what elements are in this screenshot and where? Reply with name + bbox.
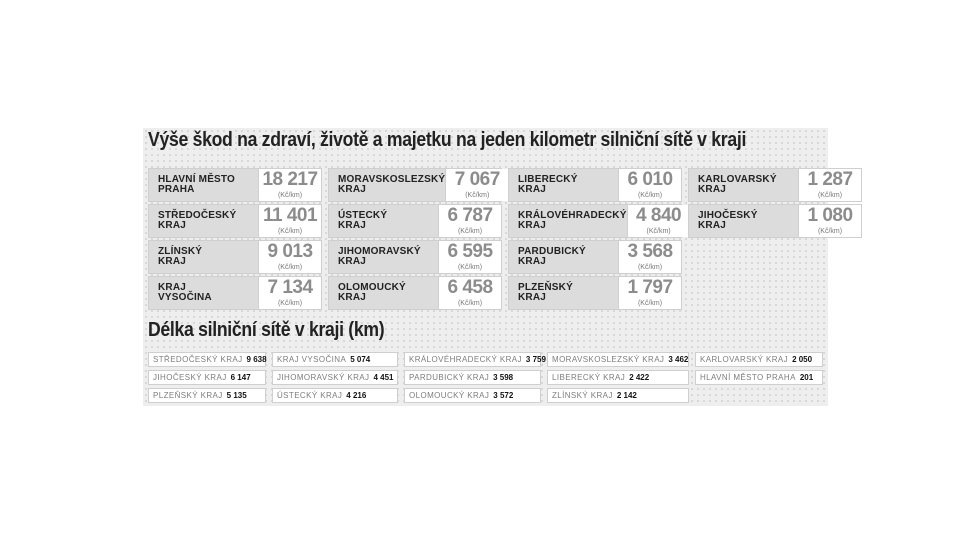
road-length-cell	[148, 388, 266, 403]
damage-value: 7 067	[454, 168, 500, 190]
damage-value-box	[438, 241, 501, 273]
damage-value: 9 013	[267, 240, 313, 262]
damage-cell	[148, 168, 322, 202]
region-name: PARDUBICKÝ KRAJ	[509, 241, 618, 273]
damage-value-box	[258, 205, 321, 237]
damage-value-box	[258, 241, 321, 273]
road-length-cell	[547, 370, 689, 385]
region-name: PLZEŇSKÝ KRAJ	[509, 277, 618, 309]
damage-value-box	[438, 205, 501, 237]
region-name: LIBERECKÝ KRAJ	[509, 169, 618, 201]
damage-value: 6 787	[447, 204, 493, 226]
damage-value-box	[618, 241, 681, 273]
damage-value: 1 797	[627, 276, 673, 298]
region-name: KRÁLOVÉHRADECKÝ KRAJ	[509, 205, 627, 237]
region-name: PLZEŇSKÝ KRAJ	[153, 391, 223, 400]
road-length-cell	[404, 370, 541, 385]
region-name: OLOMOUCKÝ KRAJ	[409, 391, 490, 400]
region-name: JIHOČESKÝ KRAJ	[153, 373, 227, 382]
damage-per-km-table	[148, 168, 862, 310]
region-name: LIBERECKÝ KRAJ	[552, 373, 626, 382]
damage-cell	[148, 240, 322, 274]
damage-cell	[148, 204, 322, 238]
damage-cell	[508, 204, 682, 238]
region-name: OLOMOUCKÝ KRAJ	[329, 277, 438, 309]
damage-value-box	[258, 169, 321, 201]
road-length-cell	[547, 352, 689, 367]
damage-unit: (Kč/km)	[457, 227, 483, 235]
damage-value-box	[438, 277, 501, 309]
damage-value-box	[445, 169, 508, 201]
damage-cell	[688, 168, 862, 202]
road-length-table-title: Délka silniční sítě v kraji (km)	[148, 318, 385, 341]
damage-unit: (Kč/km)	[817, 191, 843, 199]
region-name: HLAVNÍ MĚSTO PRAHA	[149, 169, 258, 201]
damage-value: 3 568	[627, 240, 673, 262]
damage-unit: (Kč/km)	[457, 263, 483, 271]
damage-value-box	[798, 205, 861, 237]
region-name: JIHOMORAVSKÝ KRAJ	[329, 241, 438, 273]
damage-cell	[328, 276, 502, 310]
damage-value: 7 134	[267, 276, 313, 298]
damage-value: 6 595	[447, 240, 493, 262]
damage-value: 18 217	[262, 168, 318, 190]
damage-unit: (Kč/km)	[637, 299, 663, 307]
damage-unit: (Kč/km)	[277, 299, 303, 307]
damage-unit: (Kč/km)	[457, 299, 483, 307]
damage-unit: (Kč/km)	[277, 227, 303, 235]
road-length-cell	[695, 352, 823, 367]
road-length-value: 201	[799, 373, 814, 382]
road-length-cell	[404, 388, 541, 403]
road-length-value: 2 422	[629, 373, 650, 382]
road-length-value: 5 074	[350, 355, 371, 364]
road-length-cell	[404, 352, 546, 367]
region-name: ZLÍNSKÝ KRAJ	[149, 241, 258, 273]
road-length-value: 4 451	[373, 373, 394, 382]
damage-unit: (Kč/km)	[277, 191, 303, 199]
damage-unit: (Kč/km)	[637, 263, 663, 271]
road-length-value: 2 050	[792, 355, 813, 364]
damage-value: 4 840	[636, 204, 682, 226]
region-name: JIHOMORAVSKÝ KRAJ	[277, 373, 370, 382]
damage-value-box	[627, 205, 690, 237]
damage-unit: (Kč/km)	[646, 227, 671, 235]
damage-value: 11 401	[262, 204, 318, 226]
damage-value-box	[798, 169, 861, 201]
damage-cell	[148, 276, 322, 310]
damage-table-title: Výše škod na zdraví, životě a majetku na jeden kilometr silniční sítě v kraji	[148, 128, 747, 151]
region-name: STŘEDOČESKÝ KRAJ	[149, 205, 258, 237]
damage-value-box	[258, 277, 321, 309]
damage-value: 1 080	[807, 204, 853, 226]
region-name: MORAVSKOSLEZSKÝ KRAJ	[552, 355, 665, 364]
region-name: HLAVNÍ MĚSTO PRAHA	[700, 373, 796, 382]
road-length-cell	[148, 370, 266, 385]
road-length-cell	[695, 370, 823, 385]
damage-unit: (Kč/km)	[637, 191, 663, 199]
road-length-table	[148, 352, 823, 403]
damage-cell	[328, 204, 502, 238]
road-length-cell	[547, 388, 689, 403]
damage-cell	[328, 168, 502, 202]
road-length-value: 2 142	[616, 391, 637, 400]
road-length-cell	[272, 352, 398, 367]
road-length-value: 3 462	[668, 355, 689, 364]
region-name: STŘEDOČESKÝ KRAJ	[153, 355, 243, 364]
region-name: ÚSTECKÝ KRAJ	[277, 391, 343, 400]
damage-cell	[688, 204, 862, 238]
region-name: MORAVSKOSLEZSKÝ KRAJ	[329, 169, 445, 201]
region-name: KARLOVARSKÝ KRAJ	[700, 355, 789, 364]
region-name: KRAJ VYSOČINA	[277, 355, 347, 364]
road-length-value: 5 135	[226, 391, 247, 400]
road-length-value: 3 572	[493, 391, 514, 400]
damage-value-box	[618, 277, 681, 309]
road-length-value: 3 759	[525, 355, 546, 364]
damage-value: 6 458	[447, 276, 493, 298]
road-length-value: 6 147	[230, 373, 251, 382]
damage-value-box	[618, 169, 681, 201]
region-name: KRAJ VYSOČINA	[149, 277, 258, 309]
damage-unit: (Kč/km)	[817, 227, 843, 235]
damage-value: 6 010	[627, 168, 673, 190]
region-name: PARDUBICKÝ KRAJ	[409, 373, 490, 382]
region-name: KRÁLOVÉHRADECKÝ KRAJ	[409, 355, 522, 364]
damage-cell	[328, 240, 502, 274]
road-length-value: 4 216	[346, 391, 367, 400]
region-name: JIHOČESKÝ KRAJ	[689, 205, 798, 237]
region-name: KARLOVARSKÝ KRAJ	[689, 169, 798, 201]
damage-cell	[508, 240, 682, 274]
road-length-value: 3 598	[493, 373, 514, 382]
road-length-value: 9 638	[246, 355, 267, 364]
damage-cell	[508, 276, 682, 310]
damage-unit: (Kč/km)	[277, 263, 303, 271]
damage-cell	[508, 168, 682, 202]
region-name: ÚSTECKÝ KRAJ	[329, 205, 438, 237]
damage-value: 1 287	[807, 168, 853, 190]
road-length-cell	[148, 352, 266, 367]
region-name: ZLÍNSKÝ KRAJ	[552, 391, 613, 400]
road-length-cell	[272, 388, 398, 403]
damage-unit: (Kč/km)	[465, 191, 490, 199]
road-length-cell	[272, 370, 398, 385]
